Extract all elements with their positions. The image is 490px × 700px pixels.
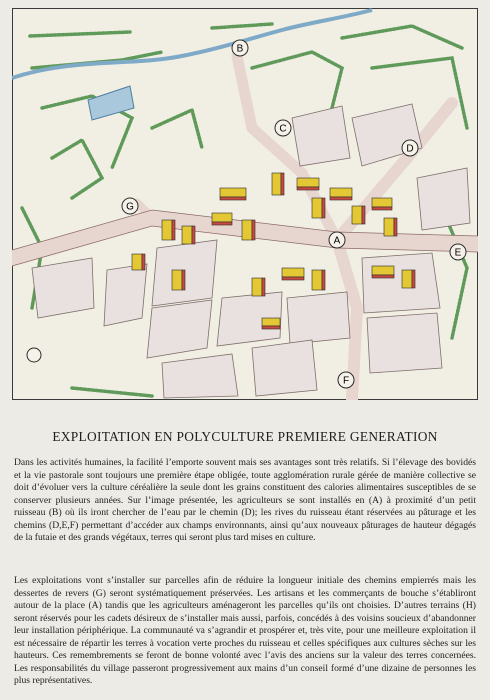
- svg-text:B: B: [236, 43, 244, 55]
- building: [312, 198, 325, 218]
- paragraph-1: Dans les activités humaines, la facilité l’emporte souvent mais ses avantages sont très relatifs. Si l’élevage des bovidés et la vie pastorale sont toujours une première étape obligée, toute agglomération rurale gérée de manière collective se doit d’évoluer vers la culture céréalière la seule dont les grains constituent des calories alimentaires susceptibles de se conserver plusieurs années. Sur l’image présentée, les agriculteurs se sont installés en (A) à proximité d’un petit ruisseau (B) où ils iront chercher de l’eau par le chemin (D); les rives du ruisseau étant réservées au pâturage et les chemins (D,E,F) permettant d’accéder aux champs environnants, ainsi qu’aux nouveaux pâturages de hauteur dégagés de la futaie et des grands végétaux, terres qui seront plus tard mises en culture.: [14, 457, 476, 543]
- label-f: [338, 372, 354, 388]
- svg-text:F: F: [342, 375, 350, 387]
- document-title: EXPLOITATION EN POLYCULTURE PREMIERE GENERATION: [52, 429, 438, 444]
- building: [262, 318, 280, 329]
- building: [132, 254, 145, 270]
- svg-text:A: A: [333, 235, 341, 247]
- building: [220, 188, 246, 200]
- svg-text:D: D: [406, 143, 414, 155]
- village-plan-drawing: [12, 8, 478, 400]
- building: [297, 178, 319, 190]
- label-a: [329, 232, 345, 248]
- label-c: [275, 120, 291, 136]
- svg-text:G: G: [126, 201, 134, 213]
- svg-text:E: E: [454, 247, 462, 259]
- building: [352, 206, 365, 224]
- village-plan-illustration: [12, 8, 478, 400]
- building: [172, 270, 185, 290]
- building: [212, 213, 232, 225]
- building: [402, 270, 415, 288]
- label-g: [122, 198, 138, 214]
- paragraph-2: Les exploitations vont s’installer sur parcelles afin de réduire la longueur initiale des chemins empierrés mais les dessertes de revers (G) seront systématiquement préservées. Les artisans et les commerçants de bouche s’établiront autour de la place (A) tandis que les agriculteurs aménageront les parcelles qu’ils ont choisies. D’autres terrains (H) seront réservés pour les cadets désireux de s’installer mais aussi, parfois, concédés à des voisins soucieux d’abandonner leur installation périphérique. La communauté va s’agrandir et prospérer et, très vite, pour une meilleure exploitation il est nécessaire de répartir les terres à vocation verte proches du ruisseau et celles spécifiques aux cultures sèches sur les hauteurs. Ces remembrements se feront de bonne volonté avec l’avis des anciens sur la valeur des terres concernées. Les responsabilités du village passeront progressivement aux mains d’un conseil formé d’une dizaine de personnes les plus représentatives.: [14, 575, 476, 686]
- building: [372, 198, 392, 210]
- building: [242, 220, 255, 240]
- building: [372, 266, 394, 278]
- building: [330, 188, 352, 200]
- label-b: [232, 40, 248, 56]
- label-d: [402, 140, 418, 156]
- building: [162, 220, 175, 240]
- building: [312, 270, 325, 290]
- building: [252, 278, 265, 296]
- label-h-marker: [27, 348, 41, 362]
- svg-text:C: C: [279, 123, 287, 135]
- building: [384, 218, 397, 236]
- building: [182, 226, 195, 244]
- label-e: [450, 244, 466, 260]
- building: [282, 268, 304, 280]
- building: [272, 173, 284, 195]
